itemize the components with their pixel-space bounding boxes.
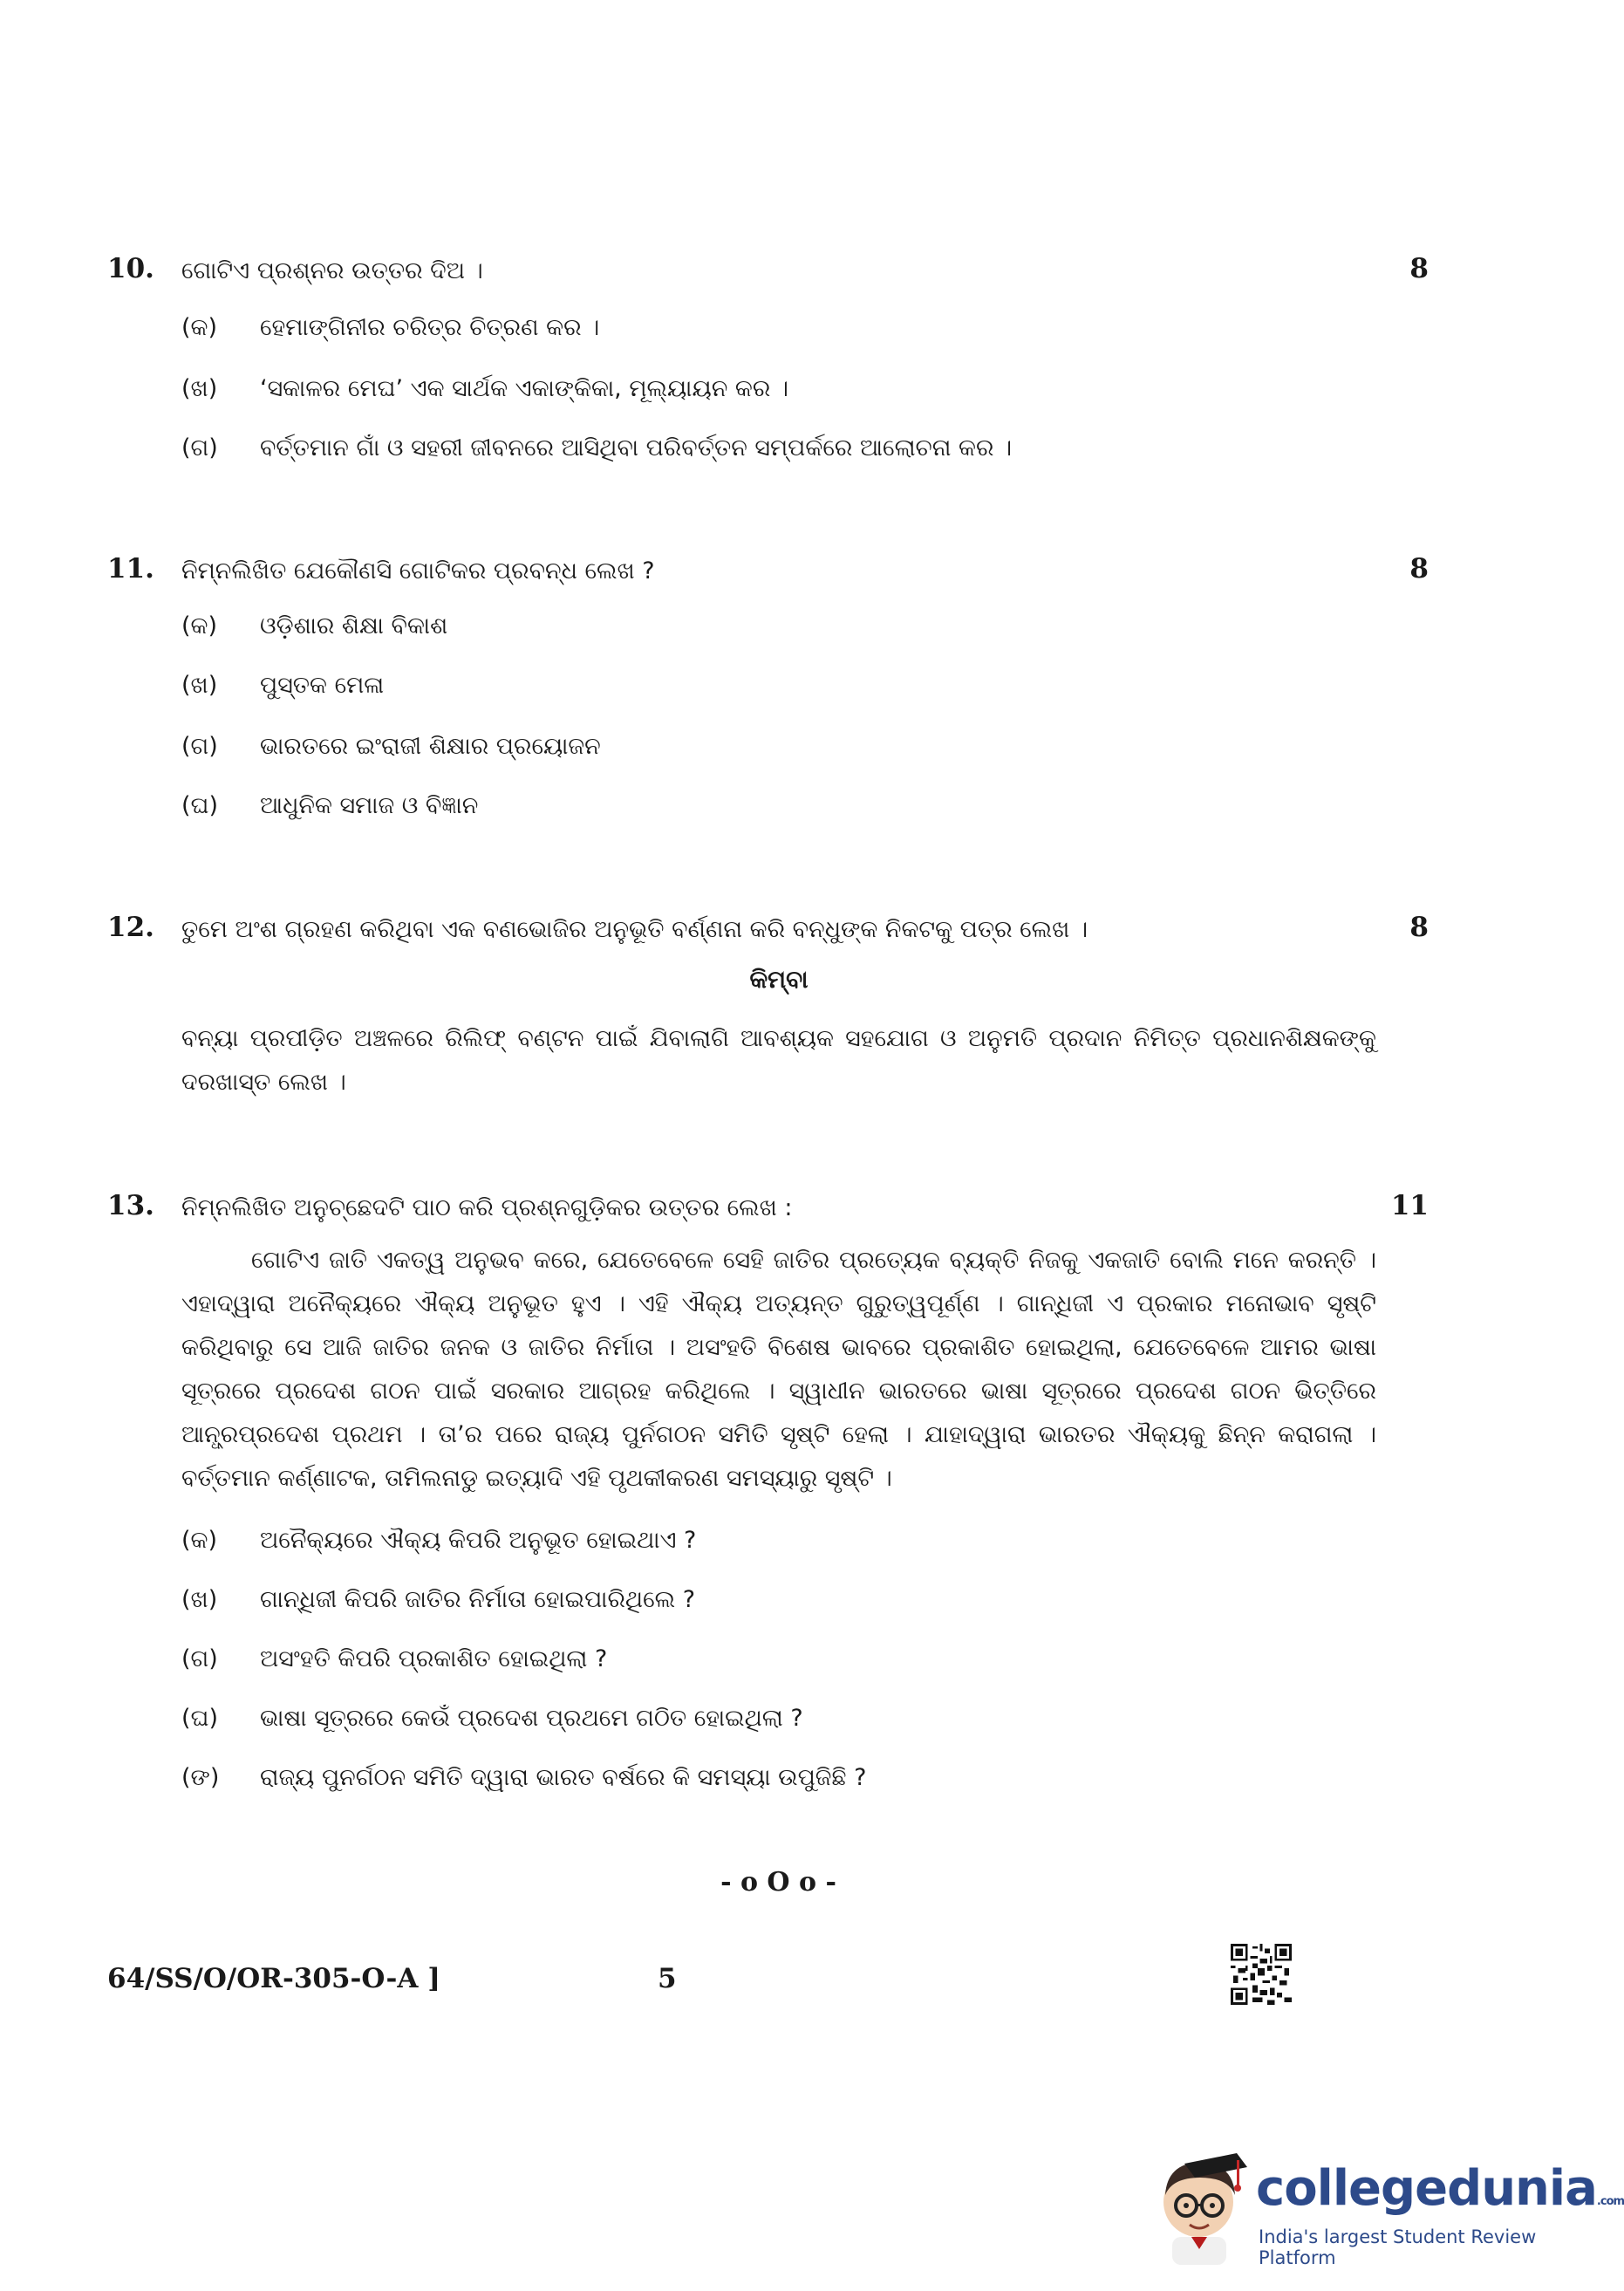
- question-11-marks: 8: [1409, 553, 1429, 585]
- q10-option-b: [181, 375, 788, 403]
- q11-option-d: [181, 792, 478, 820]
- logo-dotcom: .com: [1596, 2195, 1624, 2208]
- question-12-marks: 8: [1409, 912, 1429, 943]
- question-10-marks: 8: [1409, 253, 1429, 284]
- q10-option-c: [181, 434, 1012, 462]
- option-text: ଗାନ୍ଧିଜୀ କିପରି ଜାତିର ନିର୍ମାତା ହୋଇପାରିଥିଲେ ?: [260, 1586, 696, 1613]
- option-text: ପୁସ୍ତକ ମେଳା: [260, 672, 385, 699]
- option-label: (ଘ): [181, 1705, 218, 1732]
- option-label: (କ): [181, 1527, 218, 1554]
- option-label: (ଙ): [181, 1764, 220, 1791]
- q11-option-c: [181, 733, 601, 761]
- q13-option-d: [181, 1705, 803, 1733]
- paper-code: 64/SS/O/OR-305-O-A ]: [107, 1963, 440, 1994]
- question-13-passage: ଗୋଟିଏ ଜାତି ଏକତ୍ୱ ଅନୁଭବ କରେ, ଯେତେବେଳେ ସେହି ଜାତିର ପ୍ରତ୍ୟେକ ବ୍ୟକ୍ତି ନିଜକୁ ଏକଜାତି ବୋଲି ମନେ କରନ୍ତି । ଏହାଦ୍ୱାରା ଅନୈକ୍ୟରେ ଐକ୍ୟ ଅନୁଭୂତ ହୁଏ । ଏହି ଐକ୍ୟ ଅତ୍ୟନ୍ତ ଗୁରୁତ୍ୱପୂର୍ଣ୍ଣ । ଗାନ୍ଧିଜୀ ଏ ପ୍ରକାର ମନୋଭାବ ସୃଷ୍ଟି କରିଥିବାରୁ ସେ ଆଜି ଜାତିର ଜନକ ଓ ଜାତିର ନିର୍ମାତା । ଅସଂହତି ବିଶେଷ ଭାବରେ ପ୍ରକାଶିତ ହୋଇଥିଲା, ଯେତେବେଳେ ଆମର ଭାଷା ସୂତ୍ରରେ ପ୍ରଦେଶ ଗଠନ ପାଇଁ ସରକାର ଆଗ୍ରହ କରିଥିଲେ । ସ୍ୱାଧୀନ ଭାରତରେ ଭାଷା ସୂତ୍ରରେ ପ୍ରଦେଶ ଗଠନ ଭିତ୍ତିରେ ଆନ୍ଧ୍ରପ୍ରଦେଶ ପ୍ରଥମ । ତା’ର ପରେ ରାଜ୍ୟ ପୁର୍ନଗଠନ ସମିତି ସୃଷ୍ଟି ହେଲା । ଯାହାଦ୍ୱାରା ଭାରତର ଐକ୍ୟକୁ ଛିନ୍ନ କରାଗଲା । ବର୍ତ୍ତମାନ କର୍ଣ୍ଣାଟକ, ତାମିଲନାଡୁ ଇତ୍ୟାଦି ଏହି ପୃଥକୀକରଣ ସମସ୍ୟାରୁ ସୃଷ୍ଟି ।: [181, 1247, 1376, 1492]
- qr-code: [1231, 1944, 1292, 2008]
- or-label: କିମ୍ବା: [749, 965, 809, 994]
- option-text: ଓଡ଼ିଶାର ଶିକ୍ଷା ବିକାଶ: [260, 612, 448, 639]
- q13-option-e: [181, 1764, 866, 1792]
- question-13-marks: 11: [1390, 1190, 1429, 1221]
- option-text: ଅସଂହତି କିପରି ପ୍ରକାଶିତ ହୋଇଥିଲା ?: [260, 1645, 608, 1672]
- option-text: ବର୍ତ୍ତମାନ ଗାଁ ଓ ସହରୀ ଜୀବନରେ ଆସିଥିବା ପରିବର୍ତ୍ତନ ସମ୍ପର୍କରେ ଆଲୋଚନା କର ।: [260, 434, 1013, 462]
- q13-option-a: [181, 1527, 696, 1555]
- q13-option-b: [181, 1586, 695, 1614]
- question-12-text: ତୁମେ ଅଂଶ ଗ୍ରହଣ କରିଥିବା ଏକ ବଣଭୋଜିର ଅନୁଭୂତି ବର୍ଣ୍ଣନା କରି ବନ୍ଧୁଙ୍କ ନିକଟକୁ ପତ୍ର ଲେଖ ।: [181, 916, 1088, 943]
- option-text: ଭାରତରେ ଇଂରାଜୀ ଶିକ୍ଷାର ପ୍ରୟୋଜନ: [260, 733, 601, 760]
- option-text: ଅନୈକ୍ୟରେ ଐକ୍ୟ କିପରି ଅନୁଭୂତ ହୋଇଥାଏ ?: [260, 1527, 697, 1554]
- collegedunia-tagline: India's largest Student Review Platform: [1259, 2226, 1537, 2268]
- option-label: (ଗ): [181, 434, 218, 462]
- logo-brand: collegedunia: [1256, 2160, 1597, 2217]
- option-label: (କ): [181, 612, 218, 639]
- q10-option-a: [181, 314, 599, 342]
- option-text: ରାଜ୍ୟ ପୁନର୍ଗଠନ ସମିତି ଦ୍ୱାରା ଭାରତ ବର୍ଷରେ କି ସମସ୍ୟା ଉପୁଜିଛି ?: [260, 1764, 867, 1791]
- option-text: ଭାଷା ସୂତ୍ରରେ କେଉଁ ପ୍ରଦେଶ ପ୍ରଥମେ ଗଠିତ ହୋଇଥିଲା ?: [260, 1705, 803, 1732]
- q11-option-b: [181, 672, 384, 700]
- option-label: (ଗ): [181, 733, 218, 760]
- question-10-text: ଗୋଟିଏ ପ୍ରଶ୍ନର ଉତ୍ତର ଦିଅ ।: [181, 257, 483, 284]
- option-text: ଆଧୁନିକ ସମାଜ ଓ ବିଜ୍ଞାନ: [260, 792, 479, 819]
- question-12-number: 12.: [107, 912, 154, 943]
- question-13-number: 13.: [107, 1190, 154, 1221]
- collegedunia-logo-text: [1256, 2160, 1624, 2217]
- option-label: (ଗ): [181, 1645, 218, 1672]
- question-10-number: 10.: [107, 253, 154, 284]
- option-text: ହେମାଙ୍ଗିନୀର ଚରିତ୍ର ଚିତ୍ରଣ କର ।: [260, 314, 600, 341]
- option-label: (ଖ): [181, 672, 218, 699]
- option-label: (କ): [181, 314, 218, 341]
- question-12-alternative: ବନ୍ୟା ପ୍ରପୀଡ଼ିତ ଅଞ୍ଚଳରେ ରିଲିଫ୍ ବଣ୍ଟନ ପାଇଁ ଯିବାଲାଗି ଆବଶ୍ୟକ ସହଯୋଗ ଓ ଅନୁମତି ପ୍ରଦାନ ନିମିତ୍ତ ପ୍ରଧାନଶିକ୍ଷକଙ୍କୁ ଦରଖାସ୍ତ ଲେଖ ।: [181, 1025, 1376, 1096]
- option-label: (ଖ): [181, 1586, 218, 1613]
- q11-option-a: [181, 612, 447, 640]
- page-number: 5: [658, 1963, 677, 1994]
- end-marker: - o O o -: [720, 1867, 836, 1898]
- option-text: ‘ସକାଳର ମେଘ’ ଏକ ସାର୍ଥକ ଏକାଙ୍କିକା, ମୂଲ୍ୟାୟନ କର ।: [260, 375, 789, 402]
- question-13-text: ନିମ୍ନଲିଖିତ ଅନୁଚ୍ଛେଦଟି ପାଠ କରି ପ୍ରଶ୍ନଗୁଡ଼ିକର ଉତ୍ତର ଲେଖ :: [181, 1194, 793, 1221]
- question-11-text: ନିମ୍ନଲିଖିତ ଯେକୌଣସି ଗୋଟିକର ପ୍ରବନ୍ଧ ଲେଖ ?: [181, 557, 655, 585]
- question-11-number: 11.: [107, 553, 154, 585]
- option-label: (ଖ): [181, 375, 218, 402]
- option-label: (ଘ): [181, 792, 218, 819]
- q13-option-c: [181, 1645, 607, 1673]
- collegedunia-mascot: [1150, 2151, 1252, 2268]
